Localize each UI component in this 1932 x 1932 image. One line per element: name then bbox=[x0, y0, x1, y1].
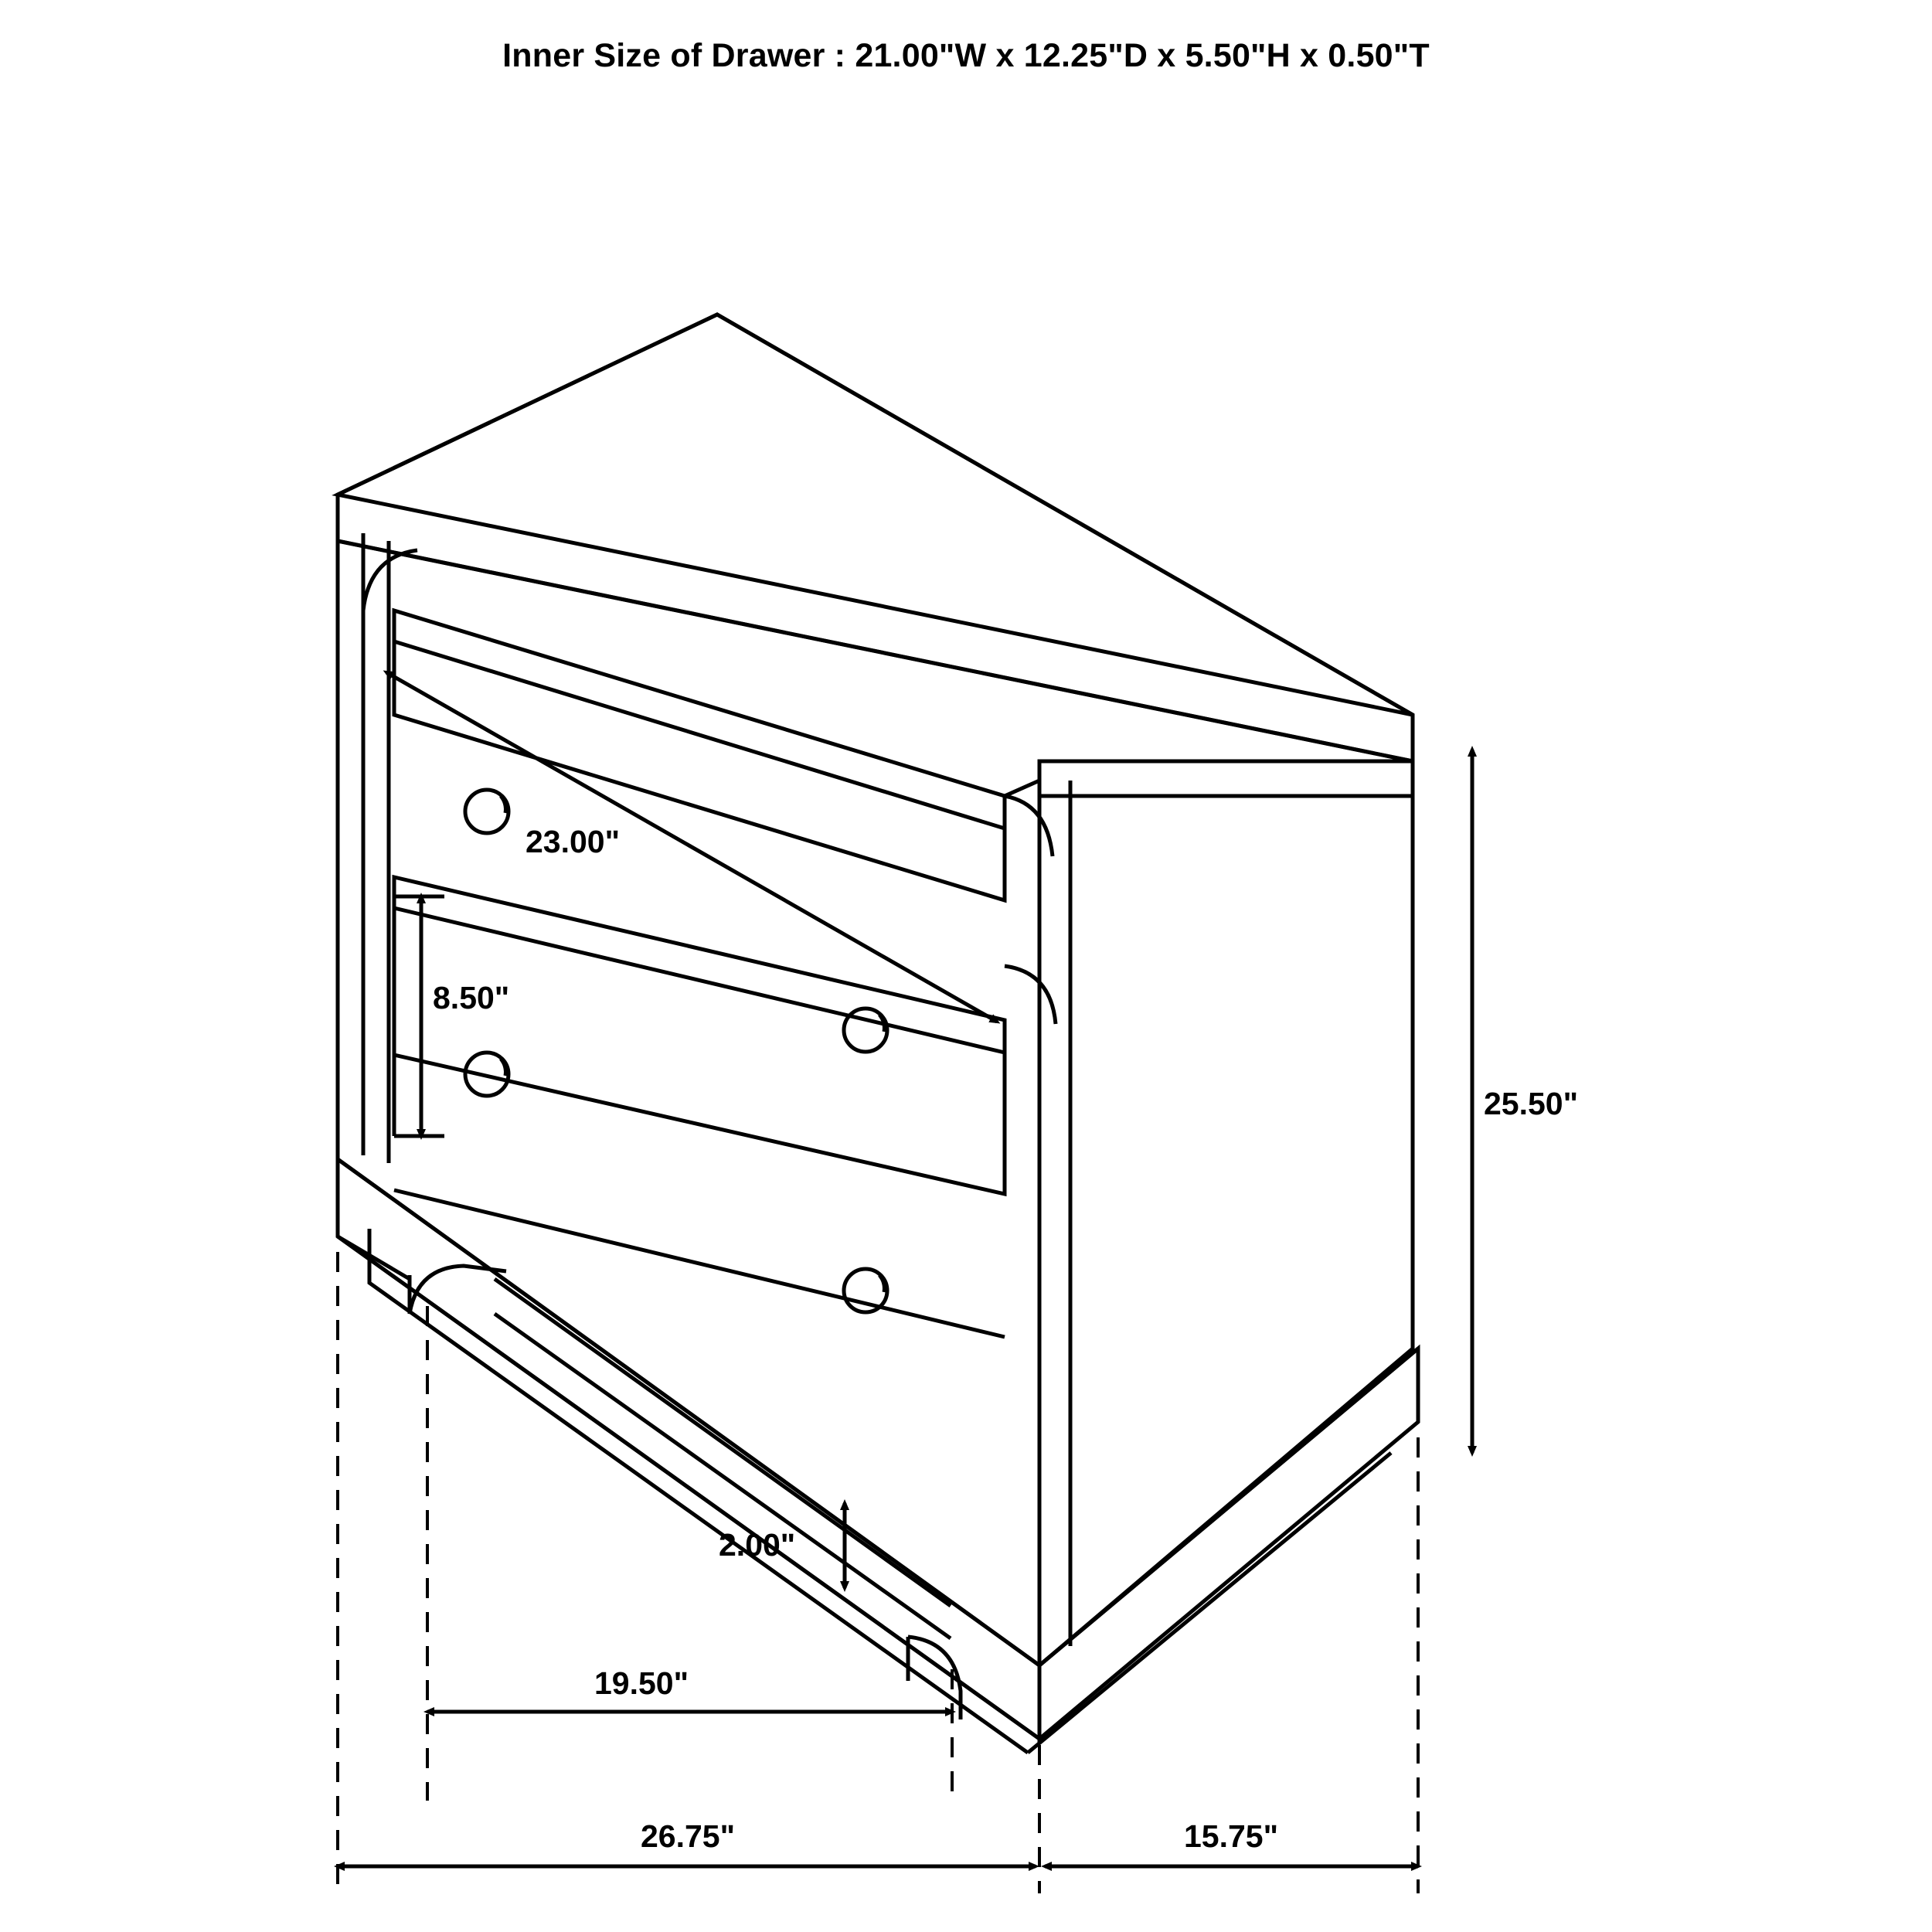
extension-lines bbox=[338, 1252, 1418, 1893]
drawer-upper-front bbox=[394, 611, 1005, 900]
right-side-panel bbox=[1039, 761, 1413, 1665]
label-26-75: 26.75" bbox=[640, 1818, 736, 1854]
drawer-upper-top-reveal bbox=[394, 641, 1005, 828]
top-panel-front-edge-line bbox=[338, 541, 1413, 761]
foot-arch-left bbox=[410, 1266, 506, 1314]
dimension-lines bbox=[338, 672, 1472, 1866]
dim-line-23 bbox=[386, 672, 997, 1022]
base-rail-right bbox=[1039, 1349, 1418, 1739]
pilaster-right-curve-2 bbox=[1005, 796, 1053, 856]
label-19-50: 19.50" bbox=[594, 1665, 689, 1701]
cabinet-body bbox=[338, 315, 1418, 1753]
base-rail-front bbox=[338, 1159, 1039, 1739]
pilaster-right-curve bbox=[1005, 966, 1056, 1024]
label-23-00: 23.00" bbox=[526, 824, 621, 859]
label-8-50: 8.50" bbox=[433, 980, 510, 1015]
base-foot-left-connect bbox=[338, 1236, 410, 1279]
page-title: Inner Size of Drawer : 21.00"W x 12.25"D x 5.50"H x 0.50"T bbox=[502, 37, 1430, 74]
plinth-step-left bbox=[369, 1229, 1028, 1753]
drawer-middle-front bbox=[394, 877, 1005, 1194]
drawer-lower-front bbox=[394, 1206, 1005, 1515]
plinth-step-right bbox=[1028, 1453, 1391, 1753]
label-25-50: 25.50" bbox=[1484, 1086, 1579, 1121]
top-panel-surface bbox=[338, 315, 1413, 715]
base-rail-bottom-line bbox=[338, 1236, 1039, 1739]
drawer-lower-top-reveal bbox=[394, 1190, 1005, 1337]
label-2-00: 2.00" bbox=[719, 1527, 796, 1563]
top-panel-edge bbox=[338, 315, 1413, 761]
dimension-labels bbox=[433, 824, 1578, 1854]
front-face-outline bbox=[338, 541, 1039, 1665]
drawer-upper-right-reveal bbox=[1005, 781, 1039, 796]
label-15-75: 15.75" bbox=[1183, 1818, 1279, 1854]
apron-line-lower bbox=[495, 1314, 951, 1638]
base-rail-top-right-line bbox=[1039, 1349, 1418, 1665]
